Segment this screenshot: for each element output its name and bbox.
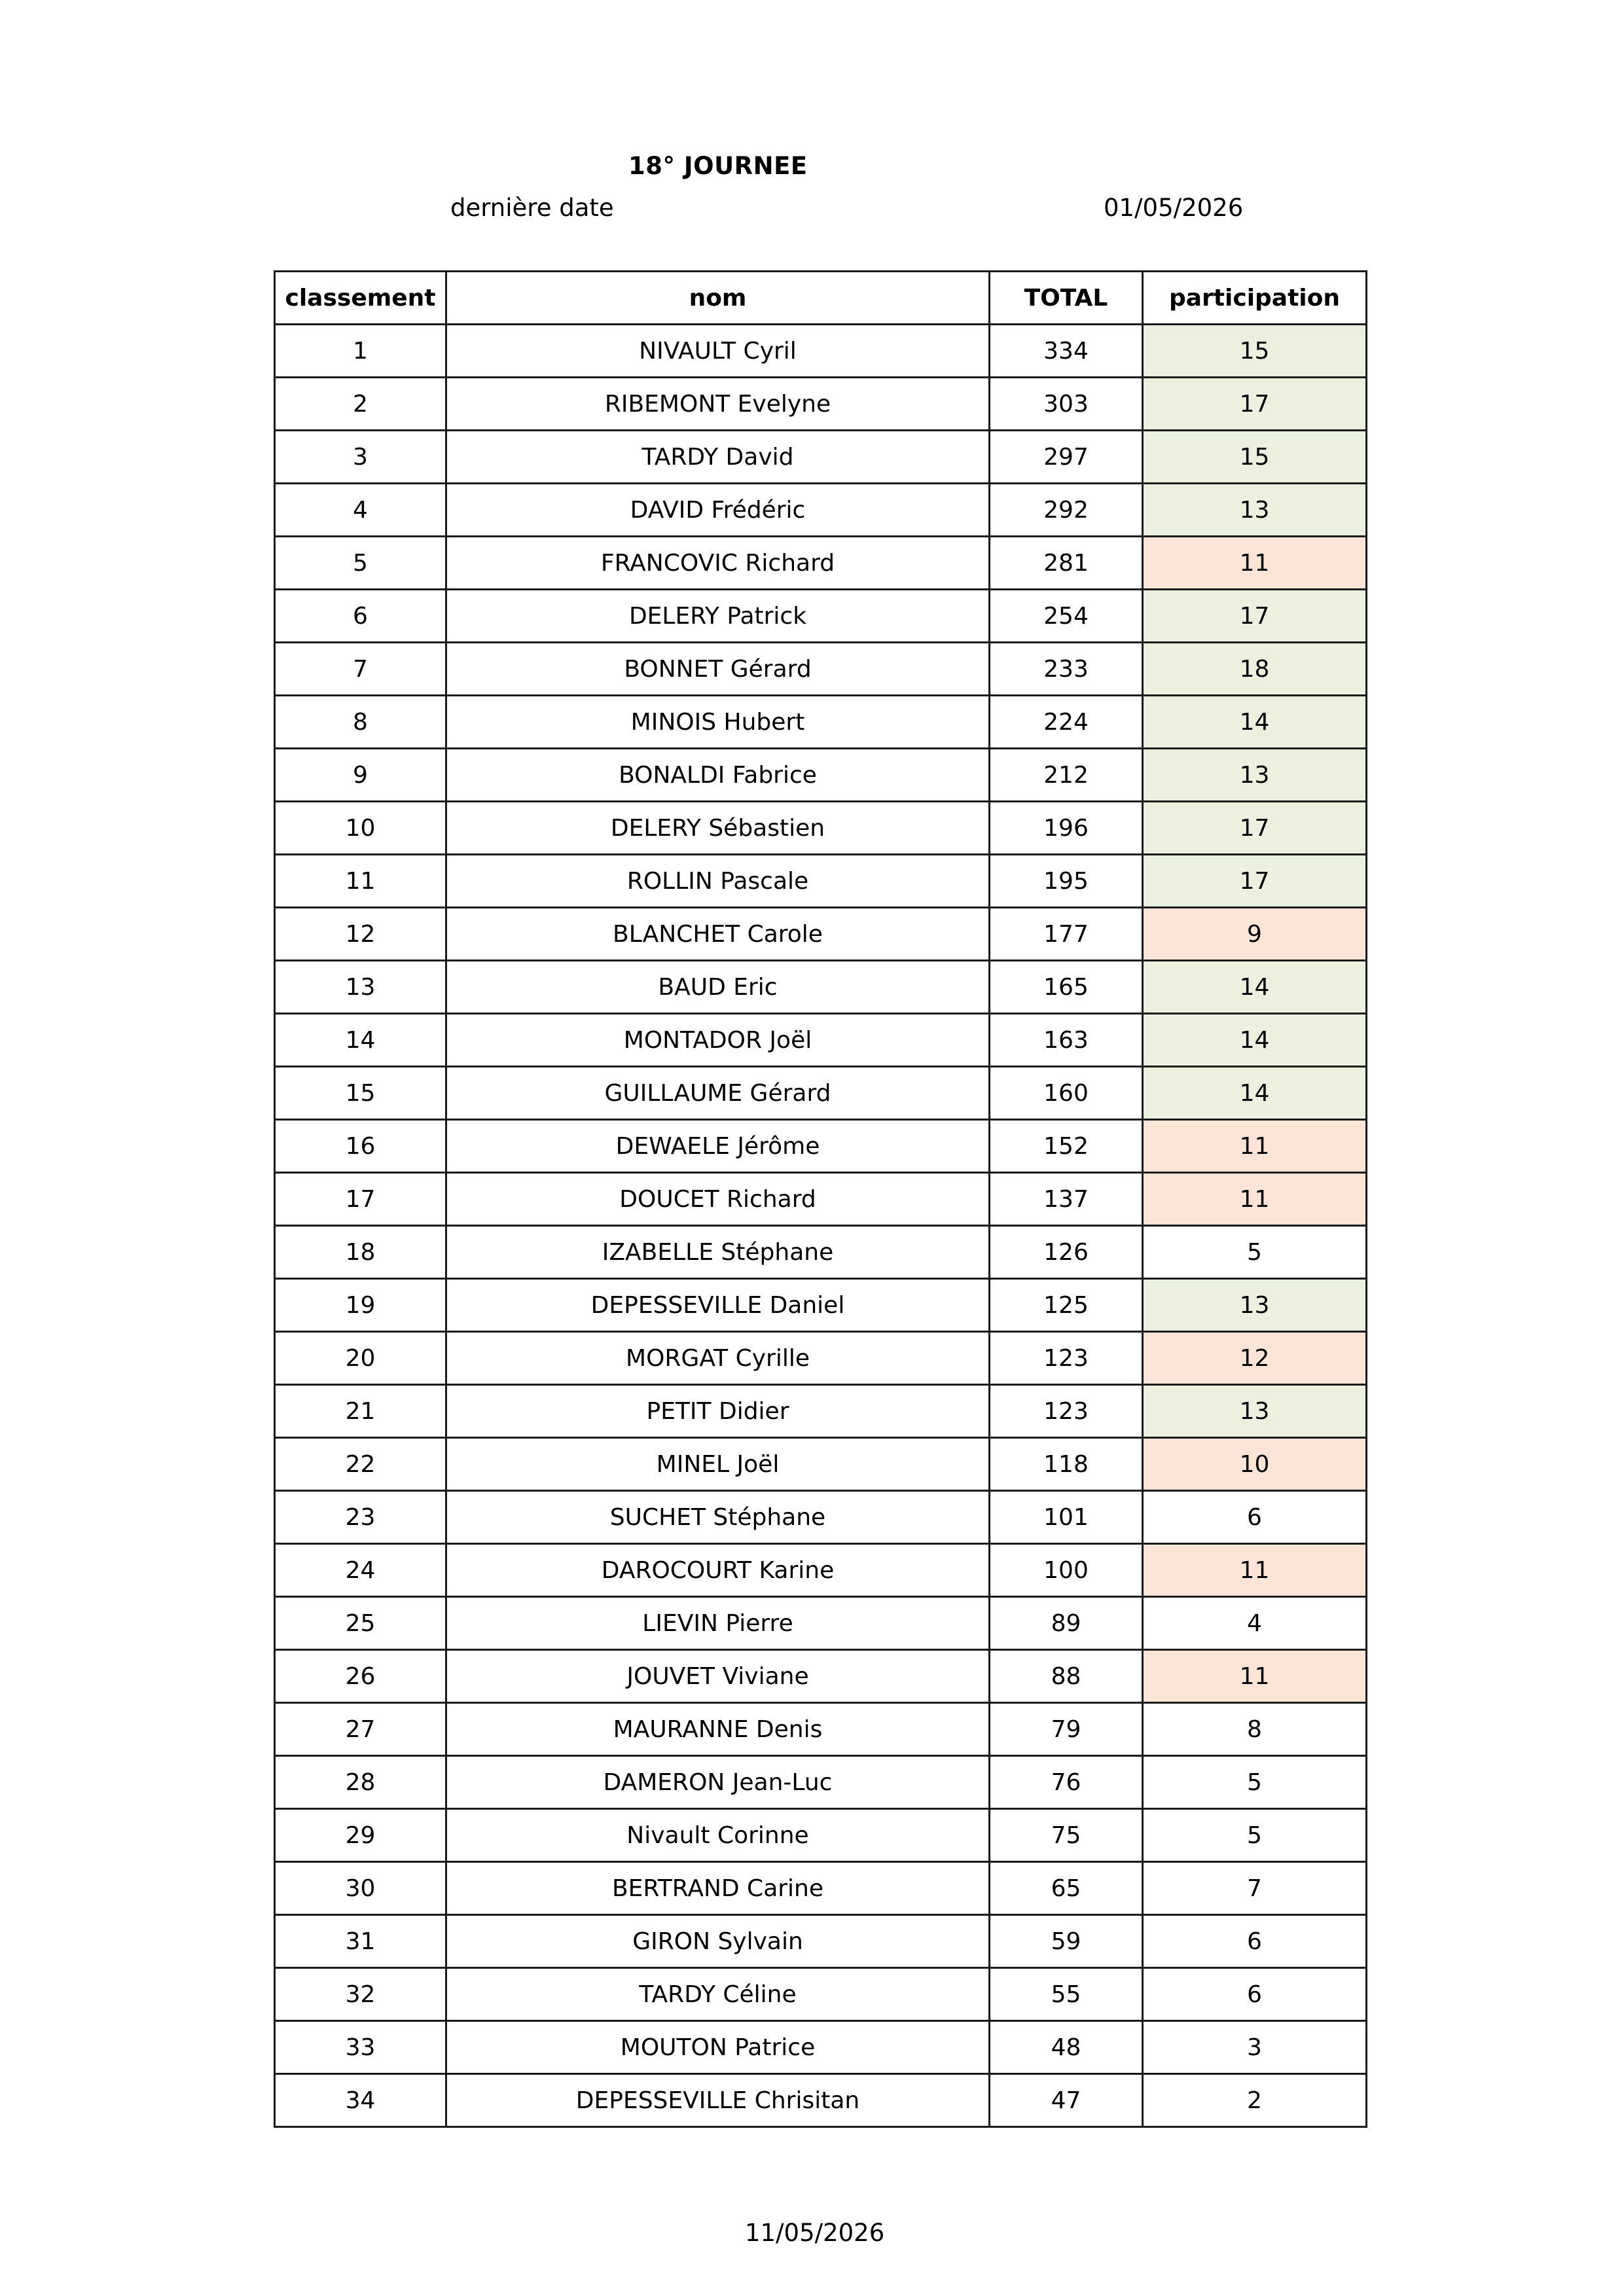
participation-cell: 4 [1143,1597,1367,1650]
total-cell: 233 [990,643,1143,696]
participation-cell: 13 [1143,1385,1367,1438]
rank-cell: 6 [275,590,446,643]
table-row [275,590,1367,643]
participation-cell: 8 [1143,1703,1367,1756]
rank-cell: 25 [275,1597,446,1650]
participation-cell: 17 [1143,590,1367,643]
participation-cell: 11 [1143,1650,1367,1703]
table-row [275,1120,1367,1173]
total-cell: 297 [990,431,1143,484]
rank-cell: 18 [275,1226,446,1279]
table-row [275,1703,1367,1756]
rank-cell: 30 [275,1862,446,1915]
rank-cell: 27 [275,1703,446,1756]
name-cell: DELERY Patrick [446,590,990,643]
table-row [275,431,1367,484]
rank-cell: 15 [275,1067,446,1120]
participation-cell: 3 [1143,2021,1367,2074]
participation-cell: 17 [1143,855,1367,908]
rank-cell: 1 [275,325,446,378]
footer-date: 11/05/2026 [745,2219,885,2247]
rank-cell: 21 [275,1385,446,1438]
participation-cell: 14 [1143,961,1367,1014]
participation-cell: 15 [1143,325,1367,378]
participation-cell: 17 [1143,802,1367,855]
participation-cell: 6 [1143,1968,1367,2021]
name-cell: BERTRAND Carine [446,1862,990,1915]
total-cell: 48 [990,2021,1143,2074]
rank-cell: 34 [275,2074,446,2127]
table-row [275,1650,1367,1703]
participation-cell: 12 [1143,1332,1367,1385]
participation-cell: 13 [1143,749,1367,802]
name-cell: PETIT Didier [446,1385,990,1438]
participation-cell: 14 [1143,696,1367,749]
table-row [275,1544,1367,1597]
total-cell: 165 [990,961,1143,1014]
table-row [275,1279,1367,1332]
participation-cell: 6 [1143,1915,1367,1968]
table-row [275,1756,1367,1809]
participation-cell: 14 [1143,1014,1367,1067]
total-cell: 79 [990,1703,1143,1756]
total-cell: 47 [990,2074,1143,2127]
name-cell: BONNET Gérard [446,643,990,696]
rank-cell: 20 [275,1332,446,1385]
table-row [275,1491,1367,1544]
rank-cell: 28 [275,1756,446,1809]
table-row [275,802,1367,855]
table-row [275,643,1367,696]
rank-cell: 3 [275,431,446,484]
rank-cell: 29 [275,1809,446,1862]
ranking-table [274,270,1367,2128]
participation-cell: 7 [1143,1862,1367,1915]
total-cell: 65 [990,1862,1143,1915]
table-row [275,378,1367,431]
name-cell: DAVID Frédéric [446,484,990,537]
total-cell: 123 [990,1385,1143,1438]
name-cell: BAUD Eric [446,961,990,1014]
total-cell: 292 [990,484,1143,537]
name-cell: Nivault Corinne [446,1809,990,1862]
table-row [275,1226,1367,1279]
name-cell: GUILLAUME Gérard [446,1067,990,1120]
total-cell: 254 [990,590,1143,643]
rank-cell: 12 [275,908,446,961]
rank-cell: 13 [275,961,446,1014]
name-cell: DELERY Sébastien [446,802,990,855]
table-row [275,855,1367,908]
total-cell: 334 [990,325,1143,378]
column-header-participation: participation [1143,272,1367,325]
table-row [275,908,1367,961]
rank-cell: 16 [275,1120,446,1173]
name-cell: DAROCOURT Karine [446,1544,990,1597]
last-date-value: 01/05/2026 [1104,194,1244,222]
name-cell: SUCHET Stéphane [446,1491,990,1544]
name-cell: ROLLIN Pascale [446,855,990,908]
total-cell: 75 [990,1809,1143,1862]
column-header-rank: classement [275,272,446,325]
name-cell: TARDY Céline [446,1968,990,2021]
table-row [275,1014,1367,1067]
column-header-name: nom [446,272,990,325]
total-cell: 212 [990,749,1143,802]
total-cell: 55 [990,1968,1143,2021]
rank-cell: 32 [275,1968,446,2021]
total-cell: 137 [990,1173,1143,1226]
name-cell: BONALDI Fabrice [446,749,990,802]
name-cell: FRANCOVIC Richard [446,537,990,590]
name-cell: BLANCHET Carole [446,908,990,961]
participation-cell: 5 [1143,1756,1367,1809]
participation-cell: 18 [1143,643,1367,696]
page-title: 18° JOURNEE [628,152,808,180]
table-row [275,1173,1367,1226]
rank-cell: 17 [275,1173,446,1226]
total-cell: 163 [990,1014,1143,1067]
table-row [275,484,1367,537]
participation-cell: 13 [1143,484,1367,537]
name-cell: MORGAT Cyrille [446,1332,990,1385]
total-cell: 101 [990,1491,1143,1544]
rank-cell: 5 [275,537,446,590]
name-cell: MOUTON Patrice [446,2021,990,2074]
participation-cell: 5 [1143,1809,1367,1862]
total-cell: 89 [990,1597,1143,1650]
total-cell: 118 [990,1438,1143,1491]
participation-cell: 11 [1143,1173,1367,1226]
total-cell: 126 [990,1226,1143,1279]
rank-cell: 26 [275,1650,446,1703]
rank-cell: 8 [275,696,446,749]
total-cell: 303 [990,378,1143,431]
name-cell: DEPESSEVILLE Chrisitan [446,2074,990,2127]
rank-cell: 10 [275,802,446,855]
total-cell: 160 [990,1067,1143,1120]
name-cell: MINOIS Hubert [446,696,990,749]
table-row [275,1862,1367,1915]
table-row [275,2074,1367,2127]
name-cell: NIVAULT Cyril [446,325,990,378]
participation-cell: 14 [1143,1067,1367,1120]
table-row [275,1332,1367,1385]
rank-cell: 9 [275,749,446,802]
name-cell: JOUVET Viviane [446,1650,990,1703]
total-cell: 152 [990,1120,1143,1173]
rank-cell: 31 [275,1915,446,1968]
name-cell: DOUCET Richard [446,1173,990,1226]
rank-cell: 7 [275,643,446,696]
total-cell: 281 [990,537,1143,590]
total-cell: 224 [990,696,1143,749]
table-row [275,325,1367,378]
participation-cell: 11 [1143,1120,1367,1173]
rank-cell: 23 [275,1491,446,1544]
total-cell: 196 [990,802,1143,855]
participation-cell: 10 [1143,1438,1367,1491]
table-row [275,1385,1367,1438]
table-row [275,1809,1367,1862]
name-cell: MONTADOR Joël [446,1014,990,1067]
table-row [275,1067,1367,1120]
header-row [275,272,1367,325]
total-cell: 177 [990,908,1143,961]
participation-cell: 6 [1143,1491,1367,1544]
total-cell: 100 [990,1544,1143,1597]
participation-cell: 15 [1143,431,1367,484]
table-row [275,1915,1367,1968]
rank-cell: 24 [275,1544,446,1597]
table-row [275,1968,1367,2021]
name-cell: TARDY David [446,431,990,484]
ranking-body [275,325,1367,2127]
table-row [275,2021,1367,2074]
participation-cell: 17 [1143,378,1367,431]
column-header-total: TOTAL [990,272,1143,325]
name-cell: RIBEMONT Evelyne [446,378,990,431]
name-cell: MINEL Joël [446,1438,990,1491]
table-row [275,961,1367,1014]
total-cell: 59 [990,1915,1143,1968]
table-row [275,749,1367,802]
table-row [275,1597,1367,1650]
participation-cell: 2 [1143,2074,1367,2127]
rank-cell: 22 [275,1438,446,1491]
name-cell: DEPESSEVILLE Daniel [446,1279,990,1332]
participation-cell: 5 [1143,1226,1367,1279]
total-cell: 88 [990,1650,1143,1703]
total-cell: 76 [990,1756,1143,1809]
participation-cell: 11 [1143,1544,1367,1597]
rank-cell: 14 [275,1014,446,1067]
name-cell: LIEVIN Pierre [446,1597,990,1650]
name-cell: GIRON Sylvain [446,1915,990,1968]
table-row [275,1438,1367,1491]
name-cell: MAURANNE Denis [446,1703,990,1756]
rank-cell: 19 [275,1279,446,1332]
rank-cell: 33 [275,2021,446,2074]
participation-cell: 9 [1143,908,1367,961]
table-row [275,537,1367,590]
total-cell: 123 [990,1332,1143,1385]
name-cell: DAMERON Jean-Luc [446,1756,990,1809]
rank-cell: 11 [275,855,446,908]
table-row [275,696,1367,749]
rank-cell: 2 [275,378,446,431]
total-cell: 195 [990,855,1143,908]
last-date-label: dernière date [450,194,614,222]
name-cell: DEWAELE Jérôme [446,1120,990,1173]
participation-cell: 13 [1143,1279,1367,1332]
name-cell: IZABELLE Stéphane [446,1226,990,1279]
total-cell: 125 [990,1279,1143,1332]
participation-cell: 11 [1143,537,1367,590]
rank-cell: 4 [275,484,446,537]
